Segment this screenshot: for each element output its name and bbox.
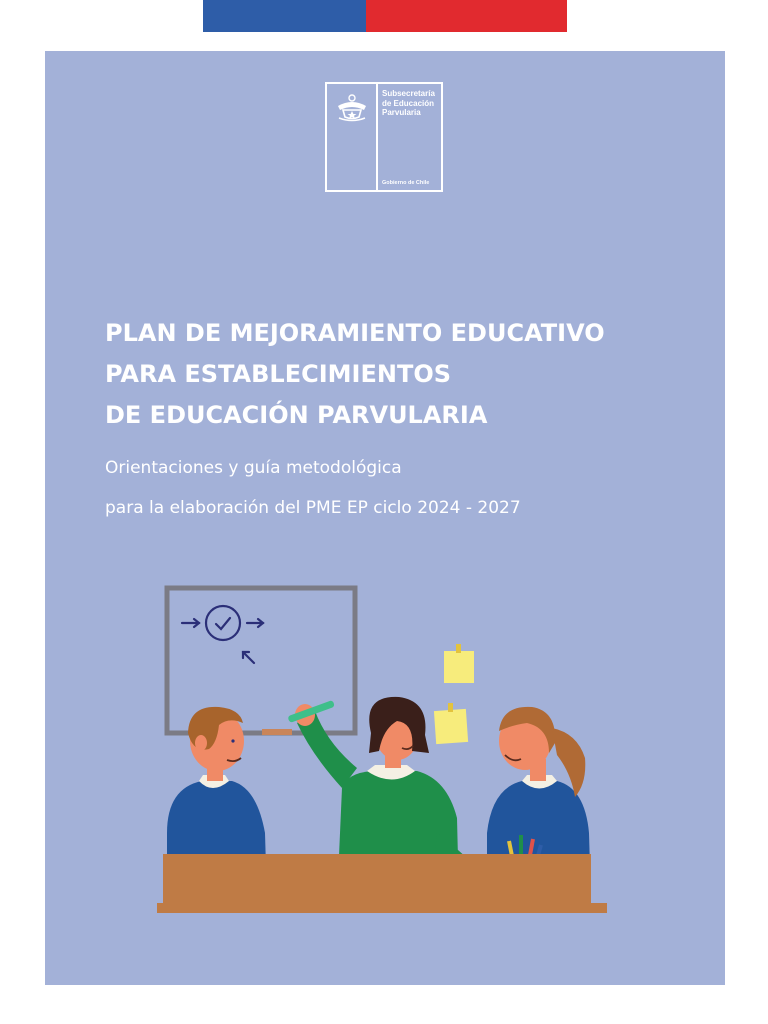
- cover-panel: [45, 51, 725, 985]
- sticky-note-middle: [434, 709, 468, 744]
- subtitle-line-1: Orientaciones y guía metodológica: [105, 458, 402, 478]
- logo-government-label: Gobierno de Chile: [382, 180, 430, 186]
- flag-color-bar: [203, 0, 567, 32]
- logo-divider: [376, 84, 378, 190]
- flag-red-stripe: [366, 0, 567, 32]
- flag-blue-stripe: [203, 0, 366, 32]
- desk-surface: [163, 854, 591, 904]
- document-title: [105, 313, 705, 436]
- desk: [157, 903, 607, 913]
- sticky-note-top: [444, 651, 474, 683]
- document-subtitle: [105, 448, 705, 528]
- whiteboard: [167, 588, 355, 733]
- title-line-2: PARA ESTABLECIMIENTOS: [105, 360, 452, 388]
- whiteboard-tray: [262, 729, 292, 735]
- logo-org-name: Subsecretaría de Educación Parvularia: [382, 89, 435, 117]
- title-line-1: PLAN DE MEJORAMIENTO EDUCATIVO: [105, 319, 605, 347]
- ministry-logo: [325, 82, 443, 192]
- title-line-3: DE EDUCACIÓN PARVULARIA: [105, 401, 488, 429]
- subtitle-line-2: para la elaboración del PME EP ciclo 2024 - 2027: [105, 498, 521, 518]
- chile-coat-of-arms-icon: [334, 92, 370, 122]
